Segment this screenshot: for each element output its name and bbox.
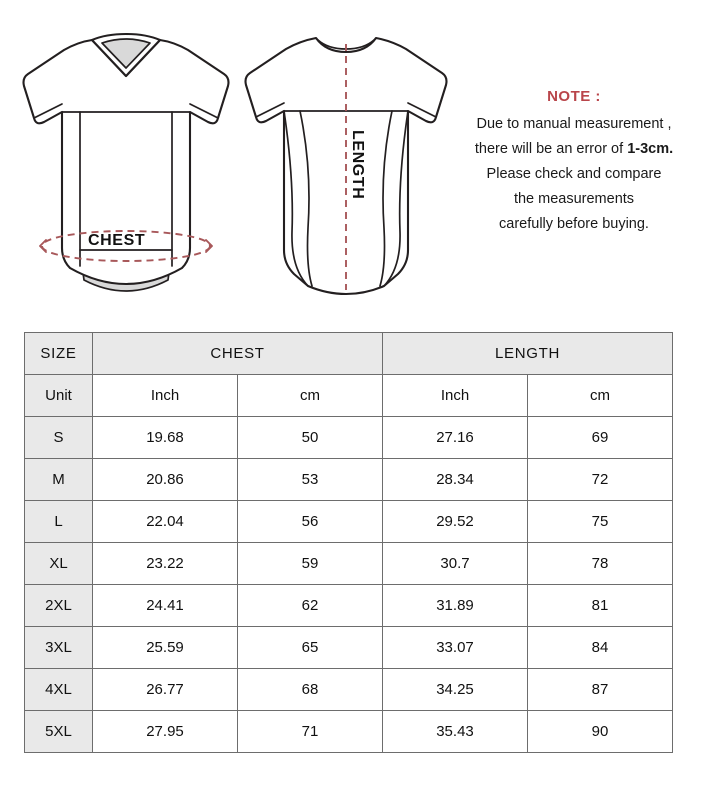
note-line-3: Please check and compare bbox=[486, 166, 662, 182]
cell-chest-cm: 71 bbox=[238, 711, 383, 753]
table-row bbox=[25, 501, 673, 543]
note-error-range: 1-3cm. bbox=[627, 141, 674, 157]
cell-length-inch: 29.52 bbox=[383, 501, 528, 543]
header-group-chest: CHEST bbox=[93, 333, 383, 375]
cell-chest-cm: 56 bbox=[238, 501, 383, 543]
cell-length-inch: 27.16 bbox=[383, 417, 528, 459]
cell-length-cm: 78 bbox=[528, 543, 673, 585]
note-heading: NOTE : bbox=[547, 88, 601, 105]
cell-chest-inch: 25.59 bbox=[93, 627, 238, 669]
table-row bbox=[25, 627, 673, 669]
cell-chest-cm: 50 bbox=[238, 417, 383, 459]
cell-size: 5XL bbox=[25, 711, 93, 753]
cell-size: 3XL bbox=[25, 627, 93, 669]
note-line-2-prefix: there will be an error of bbox=[474, 141, 628, 157]
cell-length-cm: 75 bbox=[528, 501, 673, 543]
cell-chest-inch: 27.95 bbox=[93, 711, 238, 753]
cell-length-inch: 33.07 bbox=[383, 627, 528, 669]
cell-length-cm: 69 bbox=[528, 417, 673, 459]
cell-chest-inch: 20.86 bbox=[93, 459, 238, 501]
cell-chest-cm: 53 bbox=[238, 459, 383, 501]
header-chest-inch: Inch bbox=[93, 375, 238, 417]
cell-size: L bbox=[25, 501, 93, 543]
size-chart-table bbox=[24, 332, 673, 753]
cell-length-cm: 84 bbox=[528, 627, 673, 669]
cell-length-cm: 87 bbox=[528, 669, 673, 711]
cell-chest-inch: 23.22 bbox=[93, 543, 238, 585]
cell-size: M bbox=[25, 459, 93, 501]
length-measure-label: LENGTH bbox=[349, 130, 366, 200]
cell-chest-inch: 22.04 bbox=[93, 501, 238, 543]
cell-length-cm: 90 bbox=[528, 711, 673, 753]
header-length-inch: Inch bbox=[383, 375, 528, 417]
note-line-5: carefully before buying. bbox=[499, 216, 649, 232]
header-group-length: LENGTH bbox=[383, 333, 673, 375]
table-header-row-groups bbox=[25, 333, 673, 375]
front-view-tshirt bbox=[18, 18, 234, 304]
header-size: SIZE bbox=[25, 333, 93, 375]
table-row bbox=[25, 417, 673, 459]
chest-measure-label: CHEST bbox=[88, 232, 146, 249]
cell-size: 4XL bbox=[25, 669, 93, 711]
cell-chest-cm: 62 bbox=[238, 585, 383, 627]
table-header-row-units bbox=[25, 375, 673, 417]
header-unit: Unit bbox=[25, 375, 93, 417]
cell-length-inch: 28.34 bbox=[383, 459, 528, 501]
cell-length-cm: 72 bbox=[528, 459, 673, 501]
garment-illustrations bbox=[0, 0, 704, 320]
cell-size: S bbox=[25, 417, 93, 459]
table-row bbox=[25, 543, 673, 585]
cell-chest-cm: 59 bbox=[238, 543, 383, 585]
note-line-1: Due to manual measurement , bbox=[476, 116, 672, 132]
cell-size: XL bbox=[25, 543, 93, 585]
note-line-4: the measurements bbox=[513, 191, 635, 207]
table-row bbox=[25, 669, 673, 711]
measurement-note bbox=[452, 88, 696, 237]
header-chest-cm: cm bbox=[238, 375, 383, 417]
note-line-2 bbox=[452, 137, 696, 162]
cell-length-cm: 81 bbox=[528, 585, 673, 627]
table-row bbox=[25, 459, 673, 501]
cell-length-inch: 31.89 bbox=[383, 585, 528, 627]
cell-chest-inch: 24.41 bbox=[93, 585, 238, 627]
cell-chest-cm: 65 bbox=[238, 627, 383, 669]
cell-length-inch: 30.7 bbox=[383, 543, 528, 585]
cell-size: 2XL bbox=[25, 585, 93, 627]
table-row bbox=[25, 585, 673, 627]
cell-chest-cm: 68 bbox=[238, 669, 383, 711]
back-view-tshirt bbox=[238, 18, 454, 304]
cell-length-inch: 35.43 bbox=[383, 711, 528, 753]
cell-length-inch: 34.25 bbox=[383, 669, 528, 711]
cell-chest-inch: 19.68 bbox=[93, 417, 238, 459]
header-length-cm: cm bbox=[528, 375, 673, 417]
table-row bbox=[25, 711, 673, 753]
cell-chest-inch: 26.77 bbox=[93, 669, 238, 711]
